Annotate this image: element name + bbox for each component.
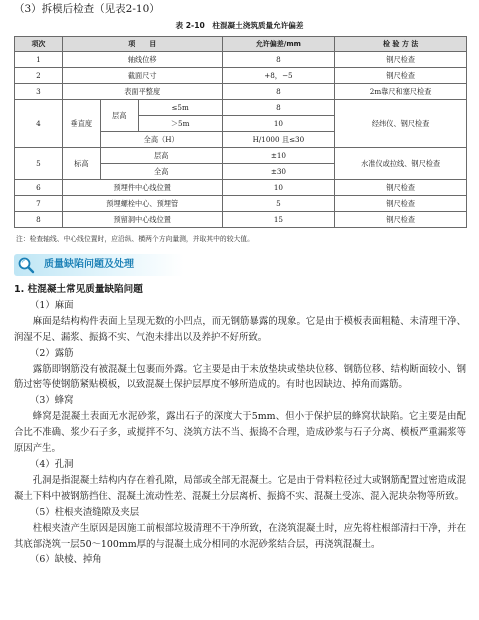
section-title: 质量缺陷问题及处理 [44, 259, 134, 270]
cell-item: 预埋螺栓中心、预埋管 [62, 196, 222, 212]
cell-method: 钢尺检查 [335, 68, 467, 84]
cell-tolerance: 10 [222, 180, 335, 196]
table-row [15, 84, 467, 100]
table-note: 注：检查轴线、中心线位置时，应沿纵、横两个方向量测，并取其中的较大值。 [16, 235, 254, 243]
cell-no: 2 [15, 68, 63, 84]
cell-method: 2m靠尺和塞尺检查 [335, 84, 467, 100]
table-caption: 表 2-10 柱混凝土浇筑质量允许偏差 [175, 21, 304, 30]
subsection-heading: 1. 柱混凝土常见质量缺陷问题 [14, 284, 143, 295]
header-no: 项次 [15, 37, 63, 52]
cell-no: 4 [15, 100, 63, 148]
cell-tolerance: H/1000 且≤30 [222, 132, 335, 148]
cell-no: 1 [15, 52, 63, 68]
cell-tolerance: 8 [222, 84, 335, 100]
cell-tolerance: ±10 [222, 148, 335, 164]
paragraph-voids: 孔洞是指混凝土结构内存在着孔隙，局部或全部无混凝土。它是由于骨料粒径过大或钢筋配置过密造成混凝土下料中被钢筋挡住、混凝土流动性差、混凝土分层离析、振捣不实、混凝土受冻、混入泥块杂物等所致。 [14, 474, 466, 502]
item-heading-exposed-rebar: （2）露筋 [30, 347, 74, 359]
table-row [15, 52, 467, 68]
cell-item: 预埋件中心线位置 [62, 180, 222, 196]
table-row [15, 180, 467, 196]
cell-item: 全高（H） [100, 132, 222, 148]
item-heading-pitting: （1）麻面 [30, 299, 74, 311]
cell-group: 标高 [62, 148, 100, 180]
table-row [15, 148, 467, 164]
item-heading-honeycomb: （3）蜂窝 [30, 395, 74, 407]
cell-method: 钢尺检查 [335, 196, 467, 212]
cell-method: 水准仪或拉线、钢尺检查 [335, 148, 467, 180]
cell-item: 截面尺寸 [62, 68, 222, 84]
cell-item: 全高 [100, 164, 222, 180]
header-method: 检 验 方 法 [335, 37, 467, 52]
cell-no: 5 [15, 148, 63, 180]
cell-group: 垂直度 [62, 100, 100, 148]
paragraph-column-root: 柱根夹渣产生原因是因施工前根部垃圾清理不干净所致，在浇筑混凝土时，应先将柱根部清扫干净，并在其底部浇筑一层50～100mm厚的与混凝土成分相同的水泥砂浆结合层，再浇筑混凝土。 [14, 522, 466, 550]
cell-no: 6 [15, 180, 63, 196]
cell-item: 表面平整度 [62, 84, 222, 100]
header-tolerance: 允许偏差/mm [222, 37, 335, 52]
table-row [15, 196, 467, 212]
table-row [15, 212, 467, 228]
paragraph-pitting: 麻面是结构构件表面上呈现无数的小凹点，而无钢筋暴露的现象。它是由于模板表面粗糙、未清理干净、润湿不足、漏浆、振捣不实、气泡未排出以及养护不好所致。 [14, 315, 466, 343]
cell-item: ≤5m [138, 100, 222, 116]
item-heading-column-root: （5）柱根夹渣缝隙及夹层 [30, 506, 140, 518]
cell-tolerance: 5 [222, 196, 335, 212]
item-heading-edge-defects: （6）缺棱、掉角 [30, 554, 102, 566]
section-banner [14, 254, 184, 276]
cell-method: 钢尺检查 [335, 52, 467, 68]
cell-subgroup: 层高 [100, 100, 138, 132]
table-row [15, 68, 467, 84]
table-row [15, 100, 467, 116]
cell-tolerance: ±30 [222, 164, 335, 180]
cell-method: 钢尺检查 [335, 212, 467, 228]
paragraph-exposed-rebar: 露筋即钢筋没有被混凝土包裹而外露。它主要是由于未放垫块或垫块位移、钢筋位移、结构断面较小、钢筋过密等使钢筋紧贴模板，以致混凝土保护层厚度不够所造成的。有时也因缺边、掉角而露筋。 [14, 363, 466, 391]
cell-tolerance: 8 [222, 52, 335, 68]
body-text [14, 282, 466, 568]
item-heading-voids: （4）孔洞 [30, 458, 74, 470]
cell-tolerance: +8，−5 [222, 68, 335, 84]
cell-item: 预留洞中心线位置 [62, 212, 222, 228]
table-header-row [15, 37, 467, 52]
cell-no: 3 [15, 84, 63, 100]
cell-tolerance: 10 [222, 116, 335, 132]
cell-method: 经纬仪、钢尺检查 [335, 100, 467, 148]
section-heading-inspection: （3）拆模后检查（见表2-10） [14, 3, 160, 15]
cell-item: 轴线位移 [62, 52, 222, 68]
header-item: 项 目 [62, 37, 222, 52]
cell-item: 层高 [100, 148, 222, 164]
magnifier-icon [17, 256, 35, 274]
cell-tolerance: 8 [222, 100, 335, 116]
cell-tolerance: 15 [222, 212, 335, 228]
cell-method: 钢尺检查 [335, 180, 467, 196]
cell-no: 7 [15, 196, 63, 212]
tolerance-table [14, 36, 467, 228]
paragraph-honeycomb: 蜂窝是混凝土表面无水泥砂浆，露出石子的深度大于5mm、但小于保护层的蜂窝状缺陷。它主要是由配合比不准确、浆少石子多，或搅拌不匀、浇筑方法不当、振捣不合理，造成砂浆与石子分离、模板严重漏浆等原因产生。 [14, 411, 466, 455]
cell-no: 8 [15, 212, 63, 228]
cell-item: ＞5m [138, 116, 222, 132]
